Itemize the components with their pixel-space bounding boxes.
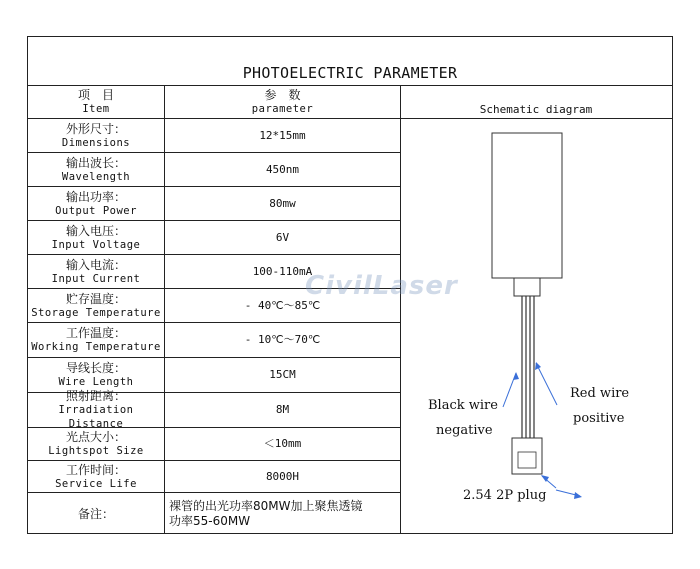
row-value: ＜10mm [263,437,302,450]
row-value: 15CM [269,368,296,381]
header-param-en: parameter [251,103,314,115]
row-label-en: Wavelength [61,170,131,183]
row-label-en: Irradiation Distance [58,404,134,430]
row-value: 450nm [265,162,300,176]
row-value: 12*15mm [259,128,306,142]
row-label-en: Input Current [51,272,141,285]
row-label-en: Output Power [55,204,137,217]
red-wire-arrow [536,363,557,405]
remark-line-1: 裸管的出光功率80MW加上聚焦透镜 [169,498,363,513]
remark-label: 备注： [77,506,114,521]
laser-module-collar [514,278,540,296]
row-label-zh: 照射距离： [65,389,126,403]
row-value: 8M [275,403,290,416]
plug-slot [518,452,536,468]
row-label-en: Working Temperature [31,341,161,353]
header-item-en: Item [82,103,110,115]
negative-label: negative [436,423,493,438]
black-wire-label: Black wire [428,398,498,413]
row-label-zh: 输出功率： [65,189,126,204]
row-label-en: Lightspot Size [48,445,144,457]
black-wire-arrow-head [513,372,519,380]
plug-arrow-2-head [574,492,582,499]
row-label-zh: 输入电压： [65,223,126,238]
laser-module-body [492,133,562,278]
row-label-en: Dimensions [61,136,131,149]
row-label-en: Service Life [55,477,137,490]
row-label-zh: 工作温度： [65,326,126,340]
row-value: 6V [275,230,290,244]
row-value: 8000H [265,469,300,483]
row-value: - 10℃～70℃ [244,333,321,346]
row-value: 100-110mA [252,264,313,278]
row-label-zh: 导线长度： [65,361,126,375]
row-label-zh: 光点大小： [65,430,126,444]
row-label-zh: 外形尺寸： [65,121,126,136]
watermark-logo: CivilLaser [305,271,458,301]
plug-label: 2.54 2P plug [463,488,547,503]
header-item-zh: 项 目 [77,88,114,102]
header-schematic: Schematic diagram [479,103,593,116]
red-wire-label: Red wire [570,386,630,401]
row-label-en: Input Voltage [51,238,141,251]
row-label-en: Wire Length [58,376,134,388]
remark-line-2: 功率55-60MW [169,513,251,528]
row-label-zh: 贮存温度： [65,291,126,306]
positive-label: positive [573,411,625,426]
header-param-zh: 参 数 [264,88,301,102]
row-label-en: Storage Temperature [31,306,161,319]
row-value: 80mw [269,196,296,210]
row-label-zh: 输出波长： [65,155,126,170]
row-label-zh: 工作时间： [65,462,126,477]
row-value: - 40℃～85℃ [244,298,321,312]
red-wire-arrow-head [535,362,541,370]
row-label-zh: 输入电流： [65,257,126,272]
table-title: PHOTOELECTRIC PARAMETER [28,37,672,86]
